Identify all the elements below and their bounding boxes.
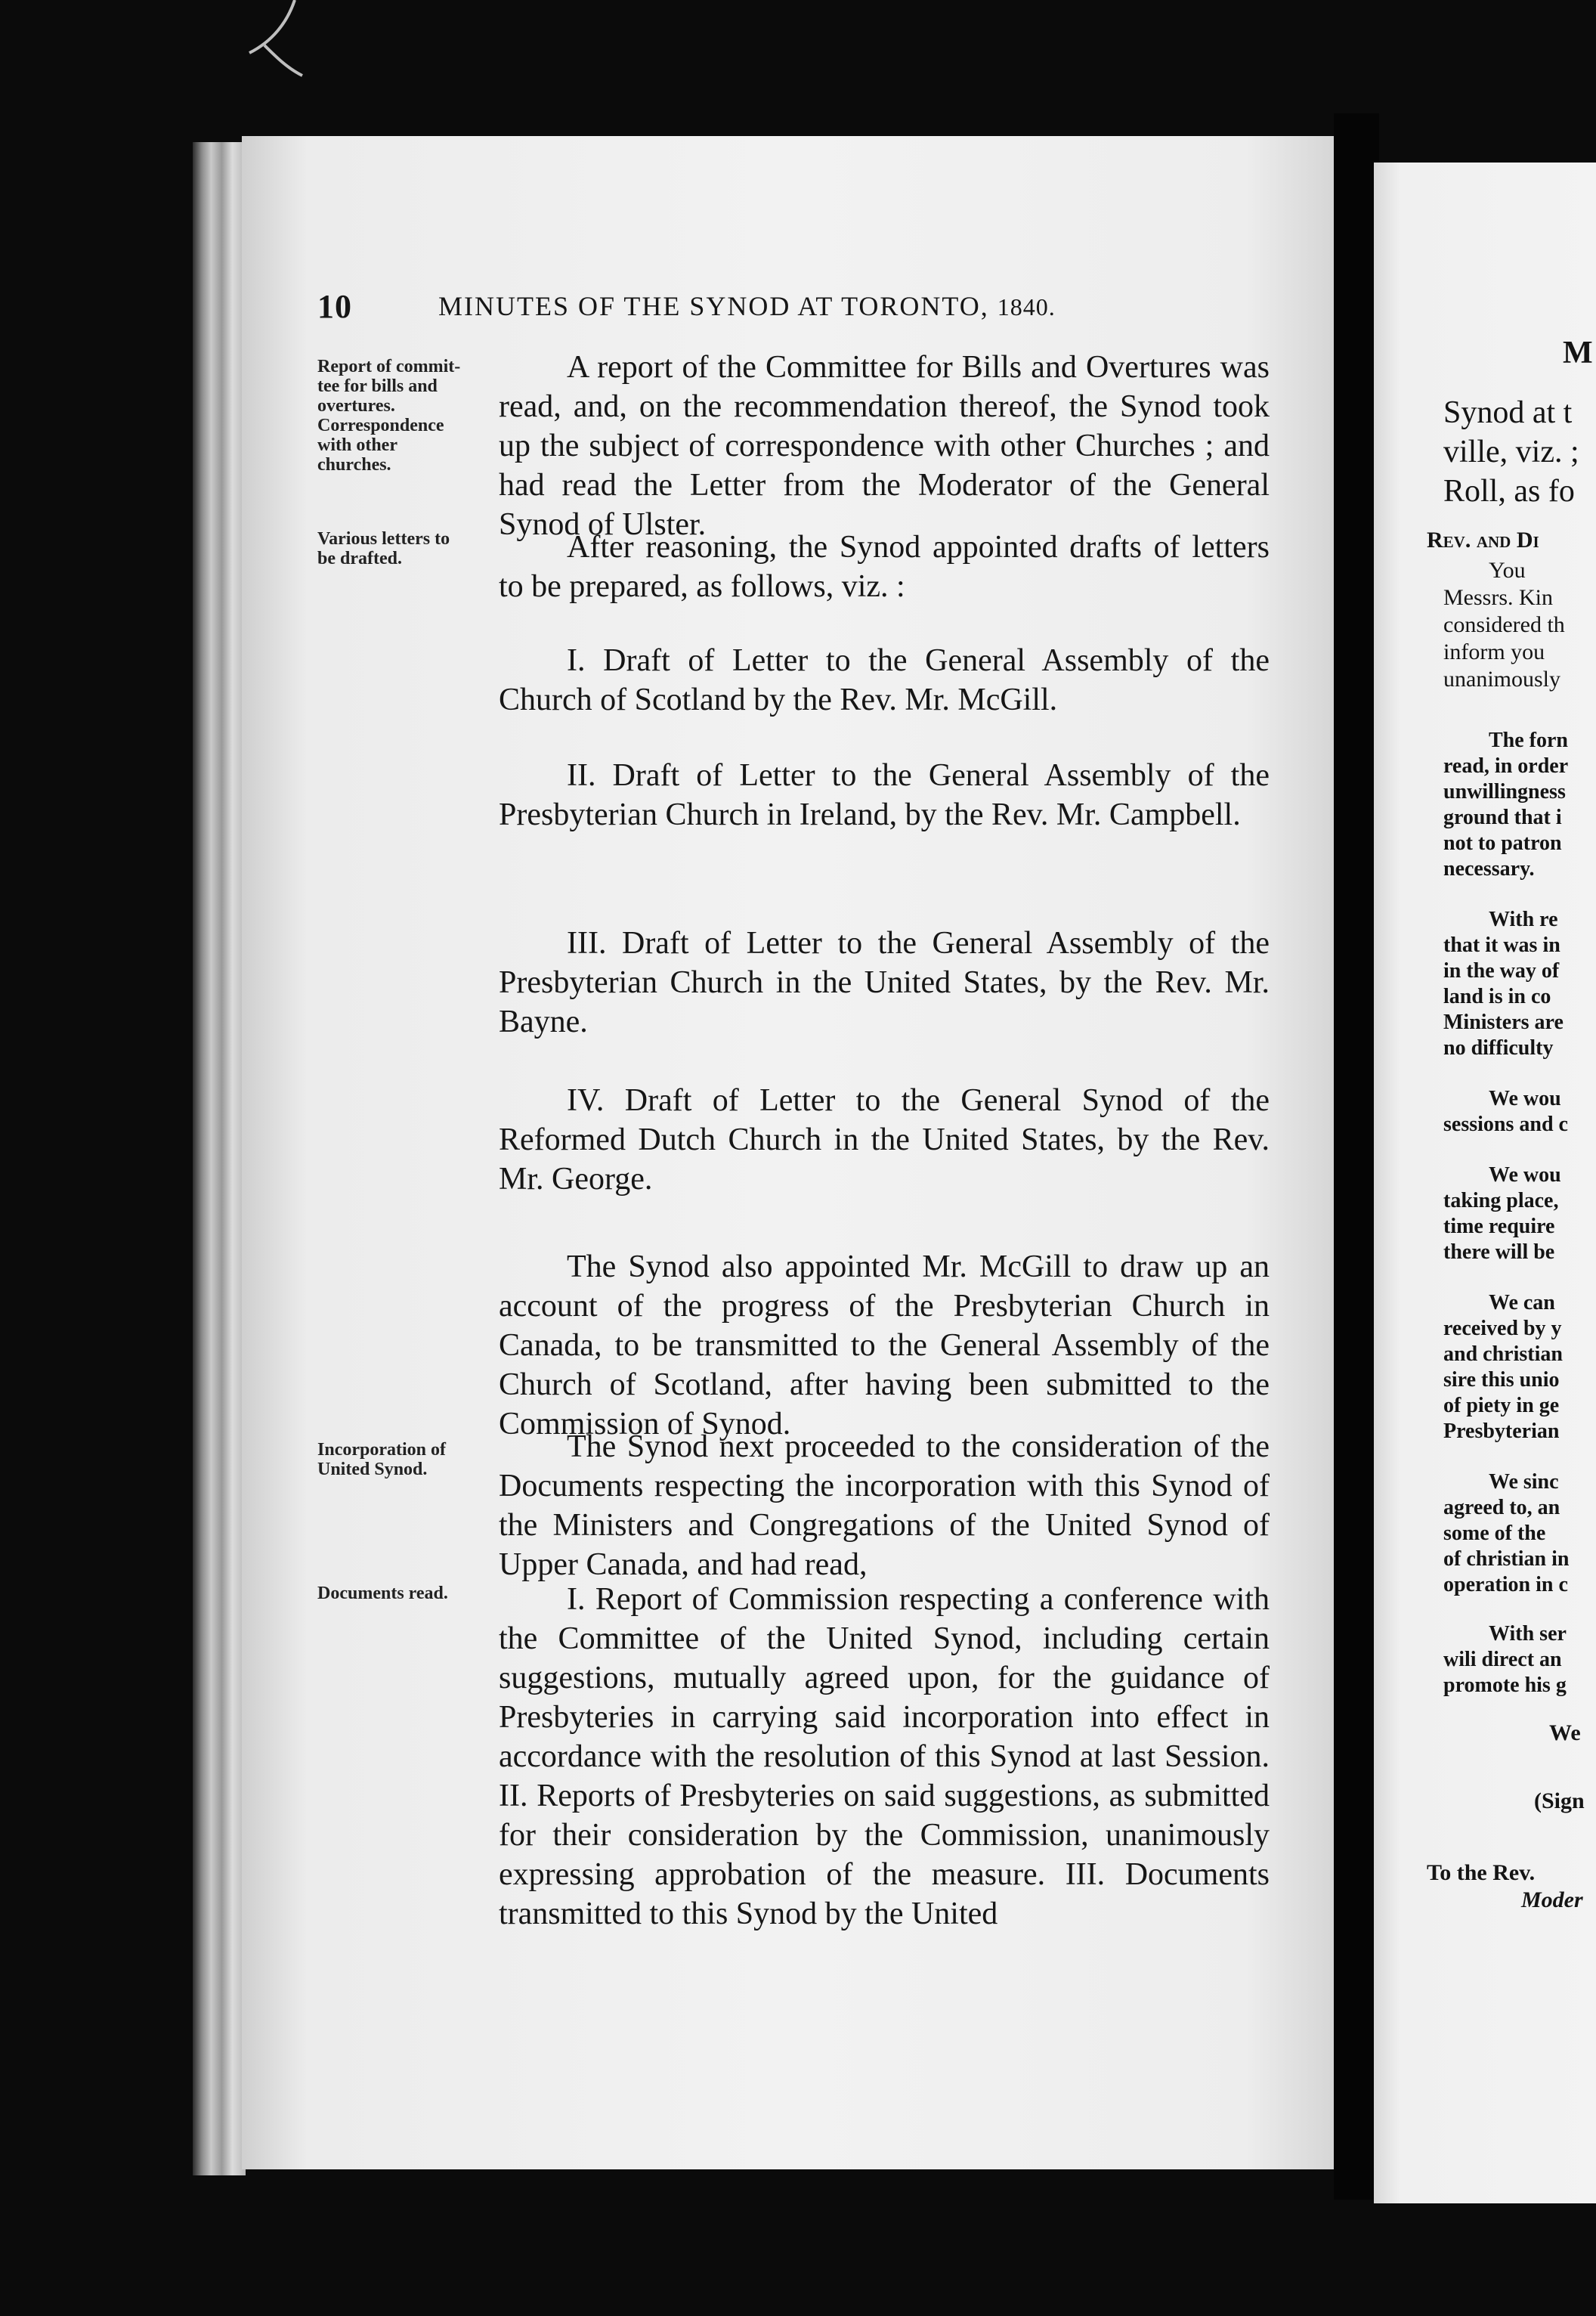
right-line: unwillingness [1443, 780, 1566, 803]
right-line: Moder [1521, 1887, 1583, 1912]
right-line: in the way of [1443, 959, 1560, 983]
right-line: You [1489, 558, 1526, 583]
right-line: some of the [1443, 1522, 1546, 1545]
draft-item-2 [499, 756, 1270, 834]
right-line: unanimously [1443, 667, 1560, 692]
paragraph-documents-read [499, 1580, 1270, 1934]
draft-item-4 [499, 1081, 1270, 1199]
right-line: no difficulty [1443, 1036, 1554, 1060]
paragraph-committee-report [499, 348, 1270, 544]
right-line: agreed to, an [1443, 1496, 1560, 1519]
right-line: operation in c [1443, 1573, 1568, 1596]
paragraph-drafts-appointed [499, 528, 1270, 606]
right-line: We can [1489, 1291, 1555, 1314]
right-line: Messrs. Kin [1443, 585, 1554, 610]
right-line: wili direct an [1443, 1648, 1562, 1671]
margin-note-incorporation: Incorporation of United Synod. [317, 1440, 446, 1479]
right-line: taking place, [1443, 1189, 1559, 1212]
margin-note-committee: Report of commit- tee for bills and overtures. Correspondence with other churches. [317, 357, 461, 475]
paragraph-text: After reasoning, the Synod appointed drafts of letters to be prepared, as follows, viz. : [499, 530, 1270, 604]
running-title [438, 290, 1056, 322]
running-head [317, 287, 1330, 325]
right-line: promote his g [1443, 1674, 1567, 1697]
right-line: sessions and c [1443, 1113, 1568, 1136]
right-line: sire this unio [1443, 1368, 1560, 1392]
margin-note-letters: Various letters to be drafted. [317, 529, 450, 568]
right-line: necessary. [1443, 857, 1535, 881]
right-line: Synod at t [1443, 395, 1573, 430]
right-line: and christian [1443, 1342, 1563, 1366]
paragraph-text: III. Draft of Letter to the General Assembly of the Presbyterian Church in the United States, by the Rev. Mr. Bayne. [499, 926, 1270, 1039]
paragraph-text: I. Draft of Letter to the General Assembly of the Church of Scotland by the Rev. Mr. McGill. [499, 643, 1270, 717]
paragraph-text: The Synod also appointed Mr. McGill to draw up an account of the progress of the Presbyterian Church in Canada, to be transmitted to the General Assembly of the Church of Scotland, after having been submitted to the Commission of Synod. [499, 1249, 1270, 1441]
right-line: of christian in [1443, 1547, 1570, 1571]
paragraph-text: I. Report of Commission respecting a conference with the Committee of the United Synod, including certain suggestions, mutually agreed upon, for the guidance of Presbyteries in carrying said incorporation into effect in accordance with the resolution of this Synod at last Session. II. Reports of Presbyteries on said suggestions, as submitted for their consideration by the Commission, unanimously expressing approbation of the measure. III. Documents transmitted to this Synod by the United [499, 1582, 1270, 1931]
right-line: We wou [1489, 1087, 1561, 1110]
draft-item-3 [499, 924, 1270, 1042]
right-line: read, in order [1443, 754, 1569, 778]
right-line: Presbyterian [1443, 1420, 1560, 1443]
right-line: that it was in [1443, 934, 1560, 957]
right-line: land is in co [1443, 985, 1551, 1008]
right-line: time require [1443, 1215, 1555, 1238]
right-line: We sinc [1489, 1470, 1559, 1494]
right-running-head: M [1563, 336, 1593, 370]
right-line: received by y [1443, 1317, 1562, 1340]
paragraph-text: The Synod next proceeded to the consideration of the Documents respecting the incorporation with this Synod of the Ministers and Congregations of the United Synod of Upper Canada, and had read, [499, 1429, 1270, 1582]
paragraph-incorporation [499, 1427, 1270, 1584]
draft-item-1 [499, 641, 1270, 720]
right-salutation: Rev. and Di [1427, 528, 1539, 553]
page-gutter [1334, 113, 1379, 2200]
right-line: not to patron [1443, 831, 1562, 855]
right-line: there will be [1443, 1240, 1555, 1264]
right-line: With ser [1489, 1622, 1567, 1646]
right-line: To the Rev. [1427, 1860, 1536, 1885]
margin-note-documents: Documents read. [317, 1584, 448, 1603]
right-line: With re [1489, 908, 1558, 931]
right-line: Ministers are [1443, 1011, 1564, 1034]
right-line: inform you [1443, 639, 1545, 664]
right-line: The forn [1489, 729, 1568, 752]
paragraph-text: A report of the Committee for Bills and Overtures was read, and, on the recommendation thereof, the Synod took up the subject of correspondence with other Churches ; and had read the Letter from the Moderator of the General Synod of Ulster. [499, 350, 1270, 542]
paragraph-text: II. Draft of Letter to the General Assembly of the Presbyterian Church in Ireland, by the Rev. Mr. Campbell. [499, 758, 1270, 832]
paragraph-progress-account [499, 1247, 1270, 1444]
pencil-mark [242, 0, 310, 98]
right-line: ville, viz. ; [1443, 435, 1579, 469]
right-line: considered th [1443, 612, 1565, 637]
book-spine-edge [193, 142, 246, 2175]
right-page [1374, 163, 1596, 2203]
paragraph-text: IV. Draft of Letter to the General Synod of the Reformed Dutch Church in the United States, by the Rev. Mr. George. [499, 1083, 1270, 1197]
running-title-text: MINUTES OF THE SYNOD AT TORONTO, [438, 291, 989, 321]
page-number: 10 [317, 288, 352, 325]
right-line: of piety in ge [1443, 1394, 1560, 1417]
right-line: Roll, as fo [1443, 474, 1575, 509]
right-line: (Sign [1534, 1788, 1585, 1813]
running-year: 1840. [997, 293, 1056, 320]
right-line: We wou [1489, 1163, 1561, 1187]
right-line: ground that i [1443, 806, 1562, 829]
right-line: We [1549, 1720, 1581, 1745]
